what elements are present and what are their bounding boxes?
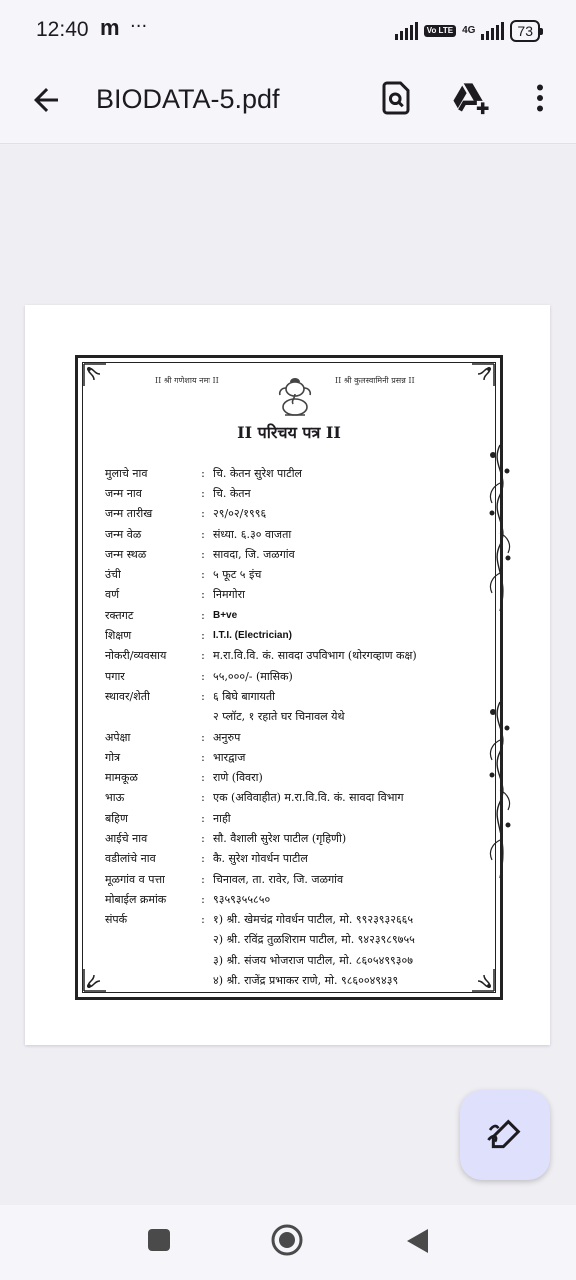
field-value: I.T.I. (Electrician): [213, 630, 292, 642]
field-label: शिक्षण: [105, 629, 132, 643]
field-value: भारद्वाज: [213, 750, 246, 764]
field-label: भाऊ: [105, 791, 125, 805]
biodata-row: [105, 767, 485, 787]
google-drive-add-icon: [452, 80, 490, 116]
status-bar: [0, 0, 576, 60]
corner-ornament-icon: [82, 362, 108, 388]
square-nav-icon: [146, 1227, 172, 1253]
field-label: उंची: [105, 568, 121, 582]
biodata-row: [105, 727, 485, 747]
field-colon: :: [201, 507, 205, 521]
biodata-fields: [105, 463, 485, 991]
field-label: मोबाईल क्रमांक: [105, 892, 167, 906]
field-colon: :: [201, 852, 205, 866]
field-value: एक (अविवाहीत) म.रा.वि.वि. कं. सावदा विभाग: [213, 791, 404, 805]
carrier-icon: m: [100, 15, 120, 40]
field-value: B+ve: [213, 609, 238, 621]
field-label: जन्म स्थळ: [105, 547, 147, 561]
field-colon: :: [201, 669, 205, 683]
field-label: नोकरी/व्यवसाय: [105, 649, 167, 663]
pdf-page[interactable]: [25, 305, 550, 1045]
pdf-viewer-area[interactable]: [0, 145, 576, 1205]
vine-ornament-icon: [483, 700, 517, 880]
back-nav-button[interactable]: [404, 1227, 430, 1259]
field-label: बहिण: [105, 811, 128, 825]
biodata-row: [105, 524, 485, 544]
field-label: अपेक्षा: [105, 730, 131, 744]
field-colon: :: [201, 791, 205, 805]
biodata-row: [105, 970, 485, 990]
field-label: जन्म वेळ: [105, 527, 142, 541]
field-value: सावदा, जि. जळगांव: [213, 547, 295, 561]
network-type: 4G: [462, 25, 476, 36]
blessing-left: II श्री गणेशाय नमः II: [155, 376, 219, 385]
field-value: सौ. वैशाली सुरेश पाटील (गृहिणी): [213, 831, 347, 845]
field-value: ९३५९३५५८५०: [213, 892, 271, 906]
circle-nav-icon: [270, 1223, 304, 1257]
find-in-page-button[interactable]: [378, 80, 414, 116]
blessing-right: II श्री कुलस्वामिनी प्रसन्न II: [335, 376, 415, 385]
field-label: मूळगांव व पत्ता: [105, 872, 165, 886]
arrow-left-icon: [28, 82, 64, 118]
field-colon: :: [201, 649, 205, 663]
field-label: आईचे नाव: [105, 831, 148, 845]
biodata-row: [105, 889, 485, 909]
home-button[interactable]: [270, 1223, 304, 1261]
document-heading: II परिचय पत्र II: [237, 423, 341, 442]
biodata-row: [105, 808, 485, 828]
field-colon: :: [201, 689, 205, 703]
biodata-row: [105, 605, 485, 625]
field-value: ६ बिघे बागायती: [213, 689, 276, 703]
field-value: ५५,०००/- (मासिक): [213, 669, 293, 683]
field-value: २) श्री. रविंद्र तुळशिराम पाटील, मो. ९४२३९८९७५५: [213, 933, 415, 947]
field-value: संध्या. ६.३० वाजता: [213, 527, 292, 541]
biodata-row: [105, 564, 485, 584]
biodata-row: [105, 463, 485, 483]
biodata-row: [105, 483, 485, 503]
volte-badge: Vo LTE: [424, 25, 456, 37]
field-value: ३) श्री. संजय भोजराज पाटील, मो. ८६०५४९९३०७: [213, 953, 413, 967]
vine-ornament-icon: [483, 443, 517, 613]
biodata-row: [105, 646, 485, 666]
field-colon: :: [201, 527, 205, 541]
field-colon: :: [201, 750, 205, 764]
document-title: BIODATA-5.pdf: [96, 84, 280, 114]
biodata-row: [105, 869, 485, 889]
ganesha-icon: [275, 375, 315, 419]
field-label: रक्तगट: [105, 608, 134, 622]
back-button[interactable]: [28, 82, 64, 118]
field-colon: :: [201, 913, 205, 927]
more-vertical-icon: [522, 80, 558, 116]
field-label: स्थावर/शेती: [105, 689, 150, 703]
field-value: कै. सुरेश गोवर्धन पाटील: [213, 852, 308, 866]
biodata-row: [105, 585, 485, 605]
app-bar: [0, 60, 576, 144]
field-label: वडीलांचे नाव: [105, 852, 156, 866]
battery-indicator: 73: [510, 20, 540, 42]
field-colon: :: [201, 568, 205, 582]
field-colon: :: [201, 486, 205, 500]
field-colon: :: [201, 629, 205, 643]
field-label: वर्ण: [105, 588, 120, 602]
field-value: २९/०२/१९९६: [213, 507, 267, 521]
biodata-row: [105, 828, 485, 848]
field-value: चि. केतन सुरेश पाटील: [213, 466, 303, 480]
field-value: ४) श्री. राजेंद्र प्रभाकर राणे, मो. ९८६००४९४३९: [213, 974, 399, 988]
biodata-row: [105, 950, 485, 970]
field-label: जन्म तारीख: [105, 507, 153, 521]
signal-bars-icon: [395, 22, 418, 40]
more-options-button[interactable]: [522, 80, 558, 116]
recents-button[interactable]: [146, 1227, 172, 1257]
corner-ornament-icon: [470, 362, 496, 388]
field-colon: :: [201, 872, 205, 886]
field-value: अनुरुप: [213, 730, 241, 744]
field-label: जन्म नाव: [105, 486, 142, 500]
biodata-row: [105, 849, 485, 869]
field-label: मामकूळ: [105, 771, 138, 785]
field-label: गोत्र: [105, 750, 121, 764]
navigation-bar: [0, 1205, 576, 1280]
biodata-row: [105, 504, 485, 524]
signal-bars-icon-2: [481, 22, 504, 40]
field-value: ५ फूट ५ इंच: [213, 568, 262, 582]
field-colon: :: [201, 771, 205, 785]
add-to-drive-button[interactable]: [452, 80, 488, 116]
field-value: निमगोरा: [213, 588, 245, 602]
field-colon: :: [201, 892, 205, 906]
more-notifications-icon: ···: [130, 16, 148, 37]
field-colon: :: [201, 588, 205, 602]
edit-fab-button[interactable]: [460, 1090, 550, 1180]
field-colon: :: [201, 466, 205, 480]
field-label: पगार: [105, 669, 125, 683]
biodata-row: [105, 788, 485, 808]
field-value: २ प्लॉट, १ रहाते घर चिनावल येथे: [213, 710, 345, 724]
edit-pen-icon: [485, 1115, 525, 1155]
field-colon: :: [201, 547, 205, 561]
biodata-row: [105, 625, 485, 645]
status-time: 12:40: [36, 18, 89, 41]
find-in-page-icon: [378, 80, 414, 116]
field-value: चि. केतन: [213, 486, 251, 500]
biodata-row: [105, 747, 485, 767]
triangle-back-nav-icon: [404, 1227, 430, 1255]
field-label: मुलाचे नाव: [105, 466, 148, 480]
field-label: संपर्क: [105, 913, 128, 927]
field-value: चिनावल, ता. रावेर, जि. जळगांव: [213, 872, 344, 886]
field-value: नाही: [213, 811, 231, 825]
biodata-row: [105, 707, 485, 727]
field-colon: :: [201, 730, 205, 744]
biodata-row: [105, 930, 485, 950]
field-colon: :: [201, 831, 205, 845]
biodata-row: [105, 544, 485, 564]
field-value: म.रा.वि.वि. कं. सावदा उपविभाग (थोरगव्हाण कक्ष): [213, 649, 417, 663]
biodata-border: [75, 355, 503, 1000]
field-value: राणे (विवरा): [213, 771, 263, 785]
field-colon: :: [201, 811, 205, 825]
biodata-row: [105, 686, 485, 706]
biodata-row: [105, 910, 485, 930]
field-value: १) श्री. खेमचंद्र गोवर्धन पाटील, मो. ९९२३९३२६६५: [213, 913, 414, 927]
biodata-row: [105, 666, 485, 686]
field-colon: :: [201, 608, 205, 622]
